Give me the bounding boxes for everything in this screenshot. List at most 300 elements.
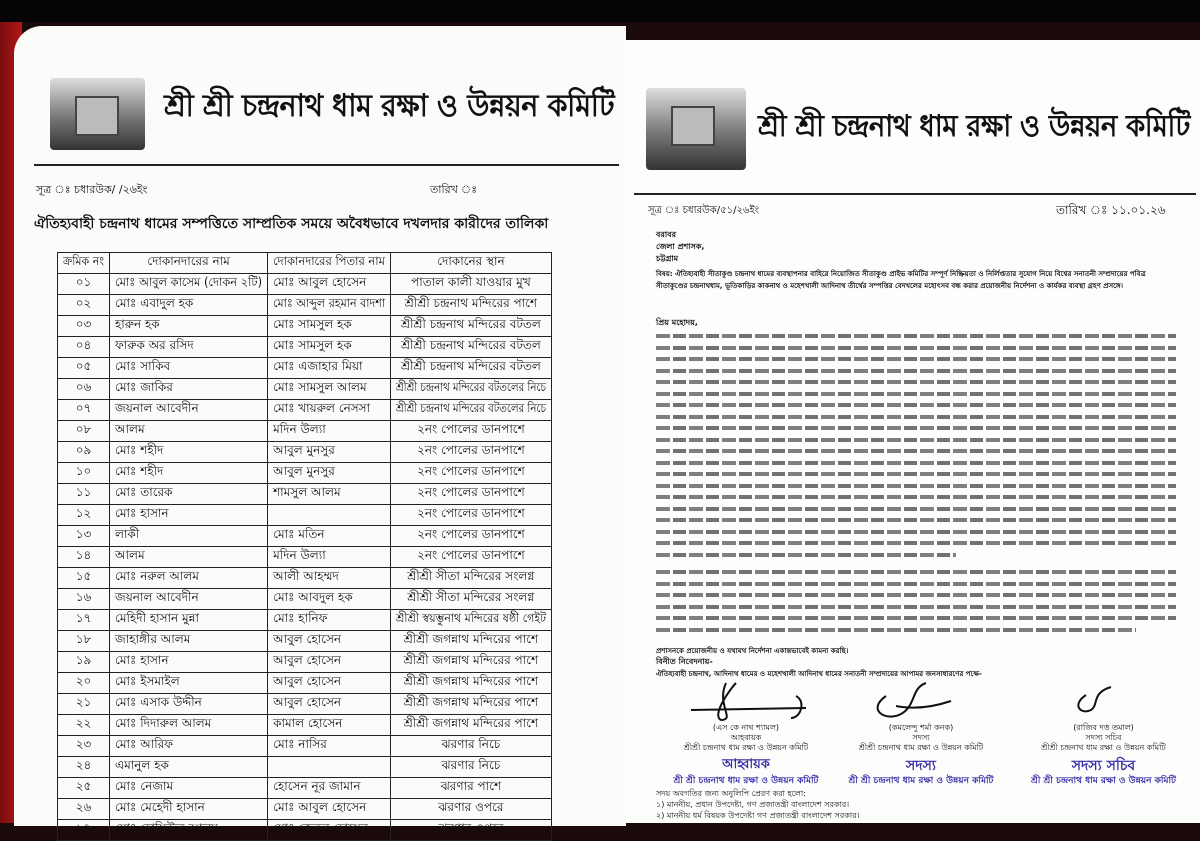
shop-location-cell-text: ঝরণার ওপরে (438, 821, 504, 835)
serial-cell-text: ০৪ (75, 338, 92, 352)
col-serial-label: ক্রমিক নং (63, 254, 105, 268)
father-name-cell-text: আবুল মুনসুর (273, 464, 335, 478)
serial-cell (58, 778, 110, 799)
signatory-name: (কমলেন্দু শর্মা কনক) (888, 723, 954, 732)
table-row (58, 379, 552, 400)
serial-cell (58, 736, 110, 757)
table-row (58, 673, 552, 694)
father-name-cell-text: আবুল হোসেন (273, 632, 342, 646)
serial-cell-text: ১৩ (75, 527, 92, 541)
serial-cell-text: ০৮ (75, 422, 92, 436)
shopkeeper-name-cell-text: মোঃ তারেক (115, 485, 173, 499)
shop-location-cell (390, 589, 551, 610)
serial-cell (58, 505, 110, 526)
body-text-line (656, 438, 1176, 442)
shop-location-cell-text: ২নং পোলের ডানপাশে (417, 485, 525, 499)
shopkeeper-name-cell (110, 316, 268, 337)
salutation: প্রিয় মহোদয়, (656, 318, 698, 327)
date-label: তারিখ ঃ (430, 183, 478, 196)
father-name-cell (268, 337, 391, 358)
signatory-2 (841, 723, 1001, 753)
col-father-name-label: দোকানদারের পিতার নাম (273, 254, 386, 268)
shopkeeper-name-cell-text: মোঃ নেজাম (115, 779, 174, 793)
serial-cell (58, 694, 110, 715)
father-name-cell-text: হোসেন নূর জামান (273, 779, 361, 793)
shop-location-cell-text: শ্রীশ্রী সীতা মন্দিরের সংলগ্ন (407, 590, 535, 604)
shopkeeper-name-cell (110, 568, 268, 589)
shop-location-cell-text: ২নং পোলের ডানপাশে (417, 422, 525, 436)
shopkeeper-name-cell-text: মোঃ হাসান (115, 653, 169, 667)
shopkeeper-name-cell-text: আলম (115, 422, 145, 436)
shop-location-cell-text: ২নং পোলের ডানপাশে (417, 548, 525, 562)
serial-cell-text: ০৩ (75, 317, 92, 331)
shop-location-cell (390, 778, 551, 799)
shop-location-cell (390, 379, 551, 400)
shop-location-cell (390, 337, 551, 358)
serial-cell-text: ২৬ (75, 800, 92, 814)
serial-cell-text: ১৫ (75, 569, 92, 583)
serial-cell (58, 463, 110, 484)
shop-location-cell-text: ঝরণার পাশে (440, 779, 502, 793)
stamp-org-1: শ্রী শ্রী চন্দ্রনাথ ধাম রক্ষা ও উন্নয়ন কমিটি (673, 776, 819, 786)
photo-top-border (0, 0, 1200, 22)
shop-location-cell (390, 463, 551, 484)
serial-cell-text: ১২ (75, 506, 92, 520)
father-name-cell-text: মোঃ আব্দুল রহমান বাদশা (273, 296, 386, 310)
table-row (58, 589, 552, 610)
shop-location-cell-text: শ্রীশ্রী জগন্নাথ মন্দিরের পাশে (403, 632, 539, 646)
temple-logo-image (50, 78, 145, 150)
father-name-cell-text: আলী আহম্মদ (273, 569, 339, 583)
signature-3 (1071, 685, 1121, 720)
shopkeeper-name-cell (110, 379, 268, 400)
shopkeeper-name-cell-text: ফারুক অর রসিদ (115, 338, 194, 352)
shop-location-cell-text: শ্রীশ্রী চন্দ্রনাথ মন্দিরের বটতল (400, 317, 541, 331)
occupant-table (57, 252, 552, 841)
letterhead-rule (34, 164, 619, 166)
shopkeeper-name-cell (110, 610, 268, 631)
body-text-line (656, 616, 1176, 620)
body-text-line (656, 380, 1176, 384)
father-name-cell (268, 652, 391, 673)
father-name-cell (268, 610, 391, 631)
shop-location-cell-text: ২নং পোলের ডানপাশে (417, 527, 525, 541)
col-shop-location (390, 253, 551, 274)
serial-cell (58, 421, 110, 442)
shopkeeper-name-cell (110, 358, 268, 379)
shopkeeper-name-cell-text: মোঃ এবাদুল হক (115, 296, 194, 310)
serial-cell (58, 568, 110, 589)
body-text-line (656, 582, 1176, 586)
shopkeeper-name-cell-text: মোঃ আবুল কাসেম (দোকন ২টি) (115, 275, 263, 289)
father-name-cell (268, 400, 391, 421)
table-row (58, 505, 552, 526)
father-name-cell-text: মোঃ সামসুল হক (273, 317, 352, 331)
body-text-line (656, 472, 1176, 476)
table-row (58, 610, 552, 631)
father-name-cell-text: আবুল হোসেন (273, 695, 342, 709)
serial-cell-text: ২০ (75, 674, 92, 688)
table-row (58, 316, 552, 337)
signature-2 (866, 680, 956, 722)
shop-location-cell (390, 421, 551, 442)
col-shopkeeper-name-label: দোকানদারের নাম (147, 254, 230, 268)
occupant-list-document (14, 26, 626, 835)
shop-location-cell-text: ঝরণার নিচে (441, 737, 501, 751)
shop-location-cell-text: ঝরণার নিচে (441, 758, 501, 772)
shopkeeper-name-cell-text: জয়নাল আবেদীন (115, 590, 199, 604)
father-name-cell (268, 736, 391, 757)
shopkeeper-name-cell (110, 631, 268, 652)
body-text-line (656, 346, 1176, 350)
father-name-cell (268, 526, 391, 547)
shop-location-cell (390, 442, 551, 463)
serial-cell-text: ২৭ (75, 821, 92, 835)
father-name-cell (268, 757, 391, 778)
shop-location-cell-text: শ্রীশ্রী চন্দ্রনাথ মন্দিরের বটতলের নিচে (395, 380, 546, 394)
shopkeeper-name-cell (110, 799, 268, 820)
father-name-cell (268, 358, 391, 379)
father-name-cell-text: মোঃ জেবল হোসেন (273, 821, 368, 835)
body-text-line (656, 392, 1176, 396)
letter-document (626, 40, 1200, 823)
serial-cell (58, 631, 110, 652)
letterhead-rule (634, 193, 1196, 195)
shopkeeper-name-cell (110, 400, 268, 421)
shopkeeper-name-cell-text: আলম (115, 548, 145, 562)
shopkeeper-name-cell-text: মেহিদী হাসান মুন্না (115, 611, 199, 625)
father-name-cell (268, 547, 391, 568)
shopkeeper-name-cell-text: লাকী (115, 527, 140, 541)
shopkeeper-name-cell-text: মোঃ ইসমাইল (115, 674, 180, 688)
father-name-cell (268, 379, 391, 400)
father-name-cell-text: মদিন উল্যা (273, 548, 326, 562)
body-text-line (656, 334, 1176, 338)
serial-cell (58, 400, 110, 421)
letterhead-title: শ্রী শ্রী চন্দ্রনাথ ধাম রক্ষা ও উন্নয়ন কমিটি (164, 88, 615, 124)
father-name-cell (268, 673, 391, 694)
serial-cell-text: ১৪ (75, 548, 92, 562)
shop-location-cell-text: ২নং পোলের ডানপাশে (417, 506, 525, 520)
table-row (58, 631, 552, 652)
father-name-cell (268, 463, 391, 484)
father-name-cell-text: মোঃ এজাহার মিয়া (273, 359, 363, 373)
serial-cell-text: ০৯ (75, 443, 92, 457)
stamp-role-3: সদস্য সচিব (1071, 758, 1136, 774)
signatory-1 (666, 723, 826, 753)
shopkeeper-name-cell (110, 442, 268, 463)
father-name-cell-text: মোঃ হানিফ (273, 611, 328, 625)
stamp-role-2: সদস্য (906, 758, 936, 774)
shopkeeper-name-cell-text: মোঃ এসাক উদ্দীন (115, 695, 202, 709)
father-name-cell (268, 274, 391, 295)
addressee-line: চট্টগ্রাম (656, 254, 679, 263)
body-text-line (656, 357, 1176, 361)
on-behalf-line: ঐতিহ্যবাহী চন্দ্রনাথ, আদিনাথ ধামের ও মহেশখালী আদিনাথ ধামের সনাতনী সম্প্রদায়ের আপামর জনসাধারণের পক্ষে- (656, 670, 982, 678)
serial-cell (58, 589, 110, 610)
father-name-cell-text: মোঃ আবুল হোসেন (273, 275, 367, 289)
body-text-line (656, 495, 1176, 499)
shopkeeper-name-cell (110, 421, 268, 442)
shop-location-cell (390, 547, 551, 568)
table-row (58, 442, 552, 463)
shopkeeper-name-cell (110, 757, 268, 778)
shop-location-cell (390, 715, 551, 736)
list-title: ঐতিহ্যবাহী চন্দ্রনাথ ধামের সম্পত্তিতে সাম্প্রতিক সময়ে অবৈধভাবে দখলদার কারীদের তালিকা (34, 216, 549, 232)
cc-item: ১) মাননীয়, প্রধান উপদেষ্টা, গণ প্রজাতন্ত্রী বাংলাদেশ সরকার। (656, 800, 850, 809)
reference-number: সূত্র ঃ চধারউক/ /২৬ইং (36, 183, 148, 196)
shop-location-cell-text: শ্রীশ্রী স্বয়ম্ভুনাথ মন্দিরের ষষ্ঠী গেইট (395, 611, 546, 625)
shop-location-cell (390, 274, 551, 295)
serial-cell (58, 673, 110, 694)
shop-location-cell (390, 673, 551, 694)
serial-cell (58, 316, 110, 337)
serial-cell-text: ০১ (75, 275, 92, 289)
shop-location-cell (390, 694, 551, 715)
table-row (58, 484, 552, 505)
table-row (58, 694, 552, 715)
shopkeeper-name-cell-text: মোঃ নরুল আলম (115, 569, 199, 583)
table-row (58, 400, 552, 421)
signatory-3 (1021, 723, 1186, 753)
father-name-cell-text: মোঃ সামসুল হক (273, 338, 352, 352)
body-text-line (656, 541, 1176, 545)
serial-cell (58, 757, 110, 778)
shopkeeper-name-cell-text: মোঃ হাসান (115, 506, 169, 520)
father-name-cell (268, 568, 391, 589)
shopkeeper-name-cell-text: জাহাঙ্গীর আলম (115, 632, 191, 646)
shop-location-cell (390, 610, 551, 631)
shopkeeper-name-cell (110, 736, 268, 757)
shopkeeper-name-cell (110, 694, 268, 715)
shop-location-cell (390, 631, 551, 652)
serial-cell (58, 274, 110, 295)
serial-cell-text: ১৯ (75, 653, 92, 667)
body-text-line (656, 369, 1176, 373)
serial-cell-text: ০৭ (75, 401, 92, 415)
father-name-cell (268, 631, 391, 652)
body-text-line (656, 426, 1176, 430)
stamp-org-2: শ্রী শ্রী চন্দ্রনাথ ধাম রক্ষা ও উন্নয়ন কমিটি (848, 776, 994, 786)
father-name-cell (268, 778, 391, 799)
table-row (58, 274, 552, 295)
signature-1 (686, 680, 816, 722)
father-name-cell (268, 421, 391, 442)
serial-cell-text: ২৫ (75, 779, 92, 793)
shop-location-cell-text: ঝরণার ওপরে (438, 800, 504, 814)
subject-line: বিষয়: ঐতিহ্যবাহী সীতাকুণ্ড চন্দ্রনাথ ধামের ব্যবস্থাপনার বাহিরে নিয়োজিত সীতাকুণ্ড প্রাইভ কমিটির সম্পূর্ণ নিষ্ক্রিয়তা ও নির্লিপ্ততার সুযোগ নিয়ে বিশ্বের সনাতনী সম্প্রদায়ের পবিত্র সীতাকুণ্ডের চন্দ্রনাথধাম, ভূতিকাড়ির কাকনাথ ও মহেশখালী আদিনাথ তীর্থের সম্পত্তির বেদখলের মহোৎসব বন্ধ করার প্রয়োজনীয় নির্দেশনা ও কার্যকর ব্যবস্থা গ্রহণ প্রসঙ্গে। (656, 270, 1146, 290)
shop-location-cell-text: পাতাল কালী যাওয়ার মুখ (411, 275, 531, 289)
cc-item: ২) মাননীয় ধর্ম বিষয়ক উপদেষ্টা গণ প্রজাতন্ত্রী বাংলাদেশ সরকার। (656, 811, 860, 820)
shop-location-cell (390, 505, 551, 526)
temple-logo-image (646, 88, 746, 170)
shopkeeper-name-cell (110, 484, 268, 505)
body-text-line (656, 461, 1176, 465)
father-name-cell (268, 589, 391, 610)
shop-location-cell-text: শ্রীশ্রী চন্দ্রনাথ মন্দিরের বটতল (400, 359, 541, 373)
table-row (58, 799, 552, 820)
shopkeeper-name-cell (110, 652, 268, 673)
serial-cell-text: ২১ (75, 695, 92, 709)
signatory-org: শ্রীশ্রী চন্দ্রনাথ ধাম রক্ষা ও উন্নয়ন কমিটি (683, 743, 809, 752)
table-row (58, 526, 552, 547)
shopkeeper-name-cell (110, 547, 268, 568)
table-row (58, 757, 552, 778)
serial-cell-text: ০৫ (75, 359, 92, 373)
signatory-org: শ্রীশ্রী চন্দ্রনাথ ধাম রক্ষা ও উন্নয়ন কমিটি (858, 743, 984, 752)
father-name-cell-text: মদিন উল্যা (273, 422, 326, 436)
father-name-cell (268, 442, 391, 463)
shop-location-cell-text: শ্রীশ্রী জগন্নাথ মন্দিরের পাশে (403, 716, 539, 730)
shopkeeper-name-cell-text: মোঃ হোসিউল আলম (115, 821, 218, 835)
shopkeeper-name-cell-text: এমানুল হক (115, 758, 169, 772)
shop-location-cell (390, 799, 551, 820)
shopkeeper-name-cell-text: মোঃ জাকির (115, 380, 173, 394)
serial-cell-text: ১১ (75, 485, 92, 499)
serial-cell (58, 652, 110, 673)
father-name-cell (268, 484, 391, 505)
serial-cell-text: ০৬ (75, 380, 92, 394)
col-serial (58, 253, 110, 274)
col-shopkeeper-name (110, 253, 268, 274)
body-text-line (656, 628, 1136, 632)
serial-cell (58, 799, 110, 820)
shopkeeper-name-cell (110, 589, 268, 610)
signatory-name: (রাজিব দত্ত তমাল) (1073, 723, 1134, 732)
serial-cell (58, 715, 110, 736)
father-name-cell (268, 316, 391, 337)
stamp-org-3: শ্রী শ্রী চন্দ্রনাথ ধাম রক্ষা ও উন্নয়ন কমিটি (1031, 776, 1176, 786)
shop-location-cell-text: শ্রীশ্রী জগন্নাথ মন্দিরের পাশে (403, 695, 539, 709)
shopkeeper-name-cell-text: জয়নাল আবেদীন (115, 401, 199, 415)
father-name-cell-text: মোঃ আবুল হোসেন (273, 800, 367, 814)
serial-cell (58, 295, 110, 316)
shop-location-cell (390, 295, 551, 316)
body-text-line (656, 553, 956, 557)
body-text-line (656, 605, 1176, 609)
shop-location-cell-text: ২নং পোলের ডানপাশে (417, 443, 525, 457)
letter-date: তারিখ ঃ ১১.০১.২৬ (1056, 203, 1166, 217)
body-text-line (656, 403, 1176, 407)
father-name-cell-text: শামসুল আলম (273, 485, 341, 499)
serial-cell-text: ১৭ (75, 611, 92, 625)
table-row (58, 652, 552, 673)
shopkeeper-name-cell (110, 295, 268, 316)
body-text-line (656, 507, 1176, 511)
serial-cell-text: ২২ (75, 716, 92, 730)
body-text-line (656, 518, 1176, 522)
serial-cell-text: ২৪ (75, 758, 92, 772)
serial-cell (58, 610, 110, 631)
table-row (58, 778, 552, 799)
father-name-cell-text: মোঃ খায়রুল নেসসা (273, 401, 371, 415)
shop-location-cell (390, 526, 551, 547)
table-row (58, 463, 552, 484)
shopkeeper-name-cell (110, 463, 268, 484)
shop-location-cell-text: শ্রীশ্রী জগন্নাথ মন্দিরের পাশে (403, 653, 539, 667)
shop-location-cell (390, 736, 551, 757)
father-name-cell-text: কামাল হোসেন (273, 716, 343, 730)
shopkeeper-name-cell (110, 715, 268, 736)
shop-location-cell-text: শ্রীশ্রী চন্দ্রনাথ মন্দিরের বটতলের নিচে (395, 401, 546, 415)
shopkeeper-name-cell-text: মোঃ মেহেদী হাসান (115, 800, 205, 814)
reference-number: সূত্র ঃ চধারউক/৫১/২৬ইং (648, 205, 760, 216)
serial-cell-text: ১৮ (75, 632, 92, 646)
father-name-cell-text: আবুল হোসেন (273, 653, 342, 667)
table-row (58, 547, 552, 568)
signatory-role: আহবায়ক (730, 733, 762, 742)
shopkeeper-name-cell-text: মোঃ দিদারুল আলম (115, 716, 212, 730)
father-name-cell (268, 715, 391, 736)
body-text-line (656, 449, 1176, 453)
father-name-cell-text: মোঃ সামসুল আলম (273, 380, 367, 394)
shopkeeper-name-cell-text: মোঃ শহীদ (115, 443, 164, 457)
body-text-line (656, 530, 1176, 534)
father-name-cell (268, 295, 391, 316)
table-row (58, 715, 552, 736)
shopkeeper-name-cell-text: হারুন হক (115, 317, 160, 331)
serial-cell (58, 337, 110, 358)
shop-location-cell-text: শ্রীশ্রী চন্দ্রনাথ মন্দিরের পাশে (404, 296, 538, 310)
shopkeeper-name-cell-text: মোঃ সাকিব (115, 359, 171, 373)
serial-cell (58, 547, 110, 568)
table-header-row (58, 253, 552, 274)
body-text-line (656, 484, 1176, 488)
signatory-role: সদস্য (912, 733, 930, 742)
shop-location-cell (390, 757, 551, 778)
shopkeeper-name-cell-text: মোঃ আরিফ (115, 737, 174, 751)
shopkeeper-name-cell (110, 526, 268, 547)
father-name-cell-text: মোঃ আবদুল হক (273, 590, 353, 604)
cc-title: সদয় অবগতির জন্য অনুলিপি প্রেরণ করা হলো: (656, 789, 806, 798)
table-row (58, 421, 552, 442)
body-text-line (656, 415, 1176, 419)
shopkeeper-name-cell-text: মোঃ শহীদ (115, 464, 164, 478)
shopkeeper-name-cell (110, 505, 268, 526)
signatory-role: সদস্য সচিব (1085, 733, 1122, 742)
signatory-name: (এস কে নাথ শ্যামল) (712, 723, 780, 732)
closing: বিনীত নিবেদনায়- (656, 657, 713, 666)
body-text-line (656, 570, 1176, 574)
shop-location-cell (390, 484, 551, 505)
signatory-org: শ্রীশ্রী চন্দ্রনাথ ধাম রক্ষা ও উন্নয়ন কমিটি (1041, 743, 1166, 752)
body-text-line (656, 593, 1176, 597)
serial-cell-text: ২৩ (75, 737, 92, 751)
father-name-cell-text: আবুল হোসেন (273, 674, 342, 688)
table-row (58, 736, 552, 757)
closing-request: প্রশাসনকে প্রয়োজনীয় ও যথাযথ নির্দেশনা একান্তভাবেই কামনা করছি। (656, 647, 849, 655)
table-row (58, 295, 552, 316)
father-name-cell-text: আবুল মুনসুর (273, 443, 335, 457)
stamp-role-1: আহ্বায়ক (722, 757, 770, 772)
father-name-cell (268, 799, 391, 820)
father-name-cell-text: মোঃ নাসির (273, 737, 327, 751)
shopkeeper-name-cell (110, 778, 268, 799)
shop-location-cell-text: শ্রীশ্রী সীতা মন্দিরের সংলগ্ন (407, 569, 535, 583)
father-name-cell (268, 694, 391, 715)
table-row (58, 358, 552, 379)
serial-cell (58, 484, 110, 505)
shopkeeper-name-cell (110, 274, 268, 295)
letterhead-title: শ্রী শ্রী চন্দ্রনাথ ধাম রক্ষা ও উন্নয়ন কমিটি (758, 109, 1190, 144)
shop-location-cell-text: ২নং পোলের ডানপাশে (417, 464, 525, 478)
father-name-cell-text: মোঃ মতিন (273, 527, 325, 541)
serial-cell (58, 379, 110, 400)
serial-cell (58, 526, 110, 547)
addressee-line: বরাবর (656, 230, 677, 239)
col-father-name (268, 253, 391, 274)
shop-location-cell (390, 568, 551, 589)
